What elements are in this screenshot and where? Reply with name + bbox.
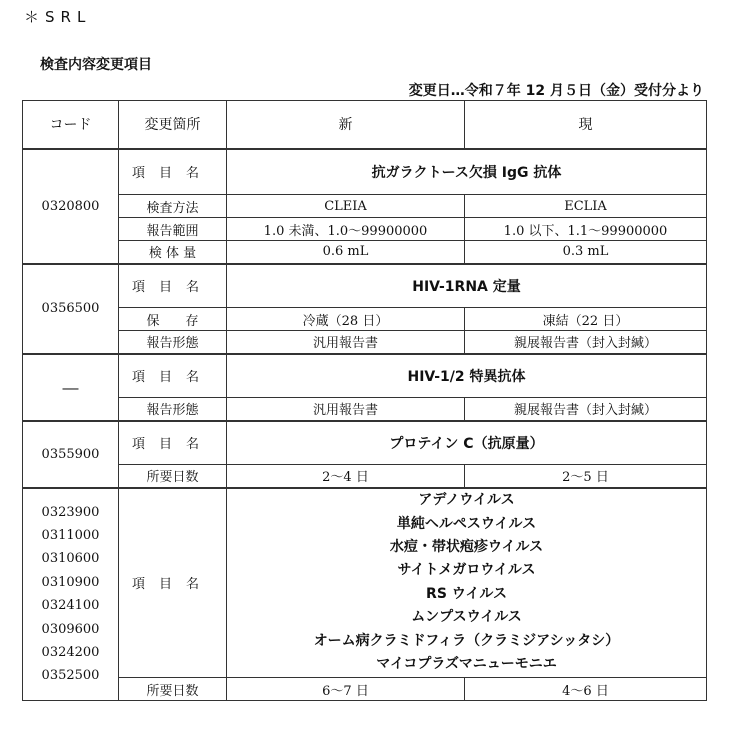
item-code: 0355900	[23, 421, 119, 488]
virus-name: RS ウイルス	[426, 585, 507, 602]
item-name-label: 項目名	[119, 488, 227, 678]
item-code: ―	[23, 354, 119, 421]
current-value: 4～6 日	[465, 678, 707, 701]
virus-code-list	[23, 488, 119, 701]
new-value: 1.0 未満、1.0～99900000	[227, 218, 465, 241]
table-row	[23, 308, 707, 331]
item-name-label: 項目名	[119, 264, 227, 308]
virus-code: 0310600	[41, 551, 100, 567]
virus-code: 0352500	[41, 668, 100, 684]
header-code: コード	[23, 101, 119, 149]
new-value: 冷蔵（28 日）	[227, 308, 465, 331]
change-label: 報告範囲	[119, 218, 227, 241]
table-row	[23, 149, 707, 195]
table-row	[23, 488, 707, 678]
virus-code: 0309600	[41, 621, 100, 637]
change-table	[22, 100, 707, 701]
change-label: 報告形態	[119, 331, 227, 354]
virus-name: マイコプラズマニューモニエ	[376, 655, 557, 672]
virus-code: 0323900	[41, 504, 100, 520]
current-value: ECLIA	[465, 195, 707, 218]
header-new: 新	[227, 101, 465, 149]
virus-name: アデノウイルス	[418, 492, 515, 509]
virus-name: ムンプスウイルス	[411, 609, 522, 626]
table-header-row	[23, 101, 707, 149]
change-label: 所要日数	[119, 465, 227, 488]
item-name: HIV-1/2 特異抗体	[227, 354, 707, 398]
current-value: 0.3 mL	[465, 241, 707, 264]
item-code: 0356500	[23, 264, 119, 354]
item-name-label: 項目名	[119, 149, 227, 195]
new-value: 汎用報告書	[227, 331, 465, 354]
virus-name: サイトメガロウイルス	[397, 562, 536, 579]
virus-code: 0324200	[41, 645, 100, 661]
table-row	[23, 354, 707, 398]
new-value: 0.6 mL	[227, 241, 465, 264]
item-name: HIV-1RNA 定量	[227, 264, 707, 308]
table-row	[23, 241, 707, 264]
table-row	[23, 398, 707, 421]
current-value: 親展報告書（封入封緘）	[465, 331, 707, 354]
virus-name: 水痘・帯状疱疹ウイルス	[389, 538, 544, 555]
item-name: プロテイン C（抗原量）	[227, 421, 707, 465]
table-row	[23, 678, 707, 701]
header-change: 変更箇所	[119, 101, 227, 149]
table-row	[23, 264, 707, 308]
new-value: CLEIA	[227, 195, 465, 218]
item-code: 0320800	[23, 149, 119, 264]
company-mark: ＊SRL	[24, 8, 92, 26]
virus-code: 0324100	[41, 598, 100, 614]
current-value: 親展報告書（封入封緘）	[465, 398, 707, 421]
new-value: 汎用報告書	[227, 398, 465, 421]
table-row	[23, 195, 707, 218]
current-value: 1.0 以下、1.1～99900000	[465, 218, 707, 241]
current-value: 凍結（22 日）	[465, 308, 707, 331]
table-row	[23, 465, 707, 488]
change-label: 検 体 量	[119, 241, 227, 264]
change-label: 検査方法	[119, 195, 227, 218]
change-label: 所要日数	[119, 678, 227, 701]
virus-name: 単純ヘルペスウイルス	[396, 515, 537, 532]
item-name-label: 項目名	[119, 421, 227, 465]
change-label: 報告形態	[119, 398, 227, 421]
new-value: 6～7 日	[227, 678, 465, 701]
virus-code: 0311000	[41, 528, 100, 544]
item-name: 抗ガラクトース欠損 IgG 抗体	[227, 149, 707, 195]
header-current: 現	[465, 101, 707, 149]
virus-code: 0310900	[41, 574, 100, 590]
current-value: 2～5 日	[465, 465, 707, 488]
table-row	[23, 218, 707, 241]
change-label: 保 存	[119, 308, 227, 331]
virus-name: オーム病クラミドフィラ（クラミジアシッタシ）	[313, 632, 620, 649]
table-row	[23, 331, 707, 354]
new-value: 2～4 日	[227, 465, 465, 488]
effective-date: 変更日…令和７年 12 月５日（金）受付分より	[408, 83, 704, 99]
item-name-label: 項目名	[119, 354, 227, 398]
virus-name-list	[227, 488, 707, 678]
table-row	[23, 421, 707, 465]
section-title: 検査内容変更項目	[40, 57, 152, 73]
